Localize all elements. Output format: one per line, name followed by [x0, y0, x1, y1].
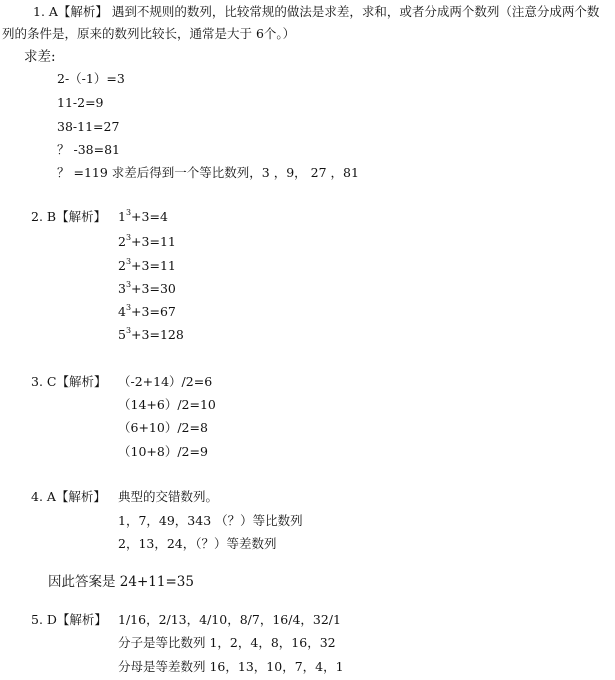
q5-label: 5. D【解析】: [31, 612, 107, 627]
q5-line-2: 分子是等比数列 1，2，4，8，16，32: [118, 635, 336, 650]
q4-conclusion: 因此答案是 24+11=35: [48, 574, 194, 590]
q2-line-4: $3^3+3=30$: [118, 279, 176, 296]
q3-line-1: （-2+14）/2=6: [118, 374, 213, 389]
q4-line-1: 典型的交错数列。: [118, 489, 219, 504]
q3-line-3: （6+10）/2=8: [118, 420, 208, 435]
q2-line-5: $4^3+3=67$: [118, 302, 176, 319]
q1-line-2: 11-2=9: [57, 95, 104, 110]
q2-line-3: $2^3+3=11$: [118, 256, 176, 273]
q1-sub-label: 求差:: [24, 49, 56, 65]
q2-line-2: $2^3+3=11$: [118, 232, 176, 249]
q3-line-4: （10+8）/2=9: [118, 444, 208, 459]
q1-header: 1. A【解析】 遇到不规则的数列，比较常规的做法是求差，求和，或者分成两个数列（注意分成两个数: [33, 4, 600, 19]
q1-line-1: 2-（-1）=3: [57, 71, 125, 86]
q1-header-continued: 列的条件是，原来的数列比较长，通常是大于 6个。）: [2, 26, 296, 41]
q2-line-6: $5^3+3=128$: [118, 325, 184, 342]
q5-line-1: 1/16，2/13，4/10，8/7，16/4，32/1: [118, 612, 341, 627]
q2-line-1: $1^3+3=4$: [118, 207, 168, 224]
q1-line-4: ？ -38=81: [57, 142, 120, 157]
q5-line-3: 分母是等差数列 16，13，10，7，4，1: [118, 659, 344, 674]
q4-line-3: 2，13，24，（？）等差数列: [118, 536, 277, 551]
q2-label: 2. B【解析】: [31, 209, 107, 224]
q4-label: 4. A【解析】: [31, 489, 106, 504]
q3-label: 3. C【解析】: [31, 374, 107, 389]
q3-line-2: （14+6）/2=10: [118, 397, 216, 412]
q1-line-5: ？ =119 求差后得到一个等比数列，3 ，9， 27 ，81: [57, 165, 359, 180]
q4-line-2: 1，7，49，343 （？）等比数列: [118, 513, 303, 528]
q1-line-3: 38-11=27: [57, 119, 120, 134]
